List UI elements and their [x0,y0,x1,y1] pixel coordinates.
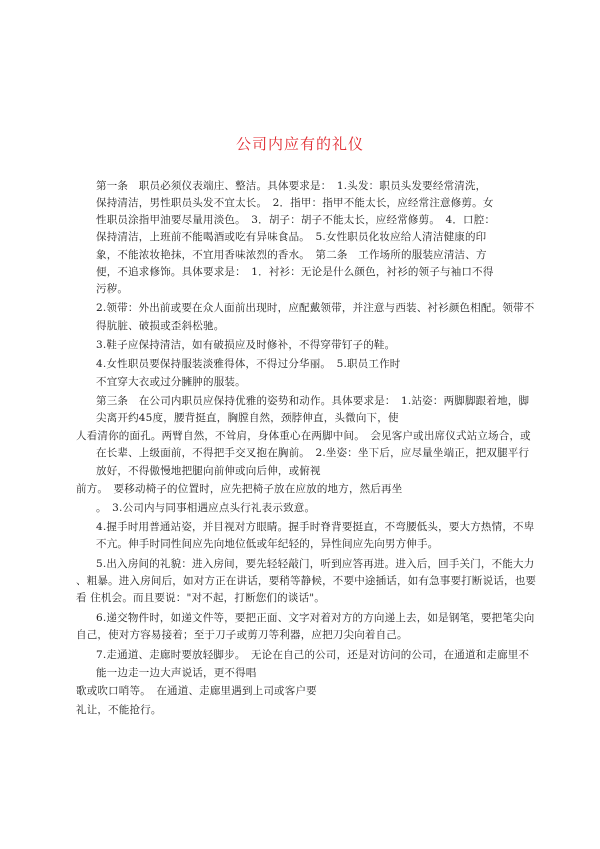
text-line: 保持清洁，上班前不能喝酒或吃有异味食品。 5.女性职员化妆应给人清洁健康的印 [96,231,487,243]
text-line: 人看清你的面孔。两臂自然，不耸肩，身体重心在两脚中间。 会见客户或出席仪式站立场合，或 [76,430,531,442]
text-line: 5.出入房间的礼貌：进入房间，要先轻轻敲门，听到应答再进。进入后，回手关门，不能大力 [96,558,535,570]
text-line: 不亢。伸手时同性间应先向地位低或年纪轻的，异性间应先向男方伸手。 [96,538,439,550]
text-line: 4.握手时用普通站姿，并目视对方眼睛。握手时脊背要挺直，不弯腰低头，要大方热情，不卑 [96,521,535,533]
text-line: 礼让，不能抢行。 [76,704,162,716]
text-line: 、粗暴。进入房间后，如对方正在讲话，要稍等静候，不要中途插话，如有急事要打断说话，也要 [76,575,537,587]
text-line: 6.递交物件时，如递文件等，要把正面、文字对着对方的方向递上去，如是钢笔，要把笔尖向 [96,612,535,624]
text-line: 歌或吹口哨等。 在通道、走廊里遇到上司或客户要 [76,685,317,697]
text-line: 4.女性职员要保持服装淡雅得体，不得过分华丽。 5.职员工作时 [96,358,401,370]
text-line: 性职员涂指甲油要尽量用淡色。 3．胡子：胡子不能太长，应经常修剪。 4．口腔： [96,214,496,226]
text-line: 2.领带：外出前或要在众人面前出现时，应配戴领带，并注意与西装、衬衫颜色相配。领带不 [96,302,535,314]
text-line: 看 住机会。而且要说："对不起，打断您们的谈话"。 [76,592,325,604]
text-line: 尖离开约45度，腰背挺直，胸膛自然，颈脖伸直，头微向下，使 [96,412,399,424]
text-line: 保持清洁，男性职员头发不宜太长。 2．指甲：指甲不能太长，应经常注意修剪。女 [96,197,494,209]
text-line: 第三条 在公司内职员应保持优雅的姿势和动作。具体要求是： 1.站姿：两脚脚跟着地，脚 [96,395,530,407]
text-line: 自己，使对方容易接着；至于刀子或剪刀等利器，应把刀尖向着自己。 [76,629,408,641]
text-line: 便，不追求修饰。具体要求是： 1．衬衫：无论是什么颜色，衬衫的领子与袖口不得 [96,266,494,278]
text-line: 象，不能浓妆艳抹，不宜用香味浓烈的香水。 第二条 工作场所的服装应清洁、方 [96,249,487,261]
text-line: 污秽。 [96,283,129,295]
text-line: 在长辈、上级面前，不得把手交叉抱在胸前。 2.坐姿：坐下后，应尽量坐端正，把双腿平行 [96,447,530,459]
text-line: 不宜穿大衣或过分臃肿的服装。 [96,376,246,388]
text-line: 7.走通道、走廊时要放轻脚步。 无论在自己的公司，还是对访问的公司，在通道和走廊里不 [96,649,530,661]
document-title: 公司内应有的礼仪 [235,135,364,153]
text-line: 放好，不得傲慢地把腿向前伸或向后伸，或俯视 [96,465,321,477]
text-line: 前方。 要移动椅子的位置时，应先把椅子放在应放的地方，然后再坐 [76,483,403,495]
text-line: 。 3.公司内与同事相遇应点头行礼表示致意。 [96,502,316,514]
text-line: 第一条 职员必须仪表端庄、整洁。具体要求是： 1.头发：职员头发要经常清洗， [96,180,487,192]
text-line: 能一边走一边大声说话，更不得唱 [96,667,257,679]
text-line: 得肮脏、破损或歪斜松驰。 [96,320,225,332]
text-line: 3.鞋子应保持清洁，如有破损应及时修补，不得穿带钉子的鞋。 [96,339,396,351]
